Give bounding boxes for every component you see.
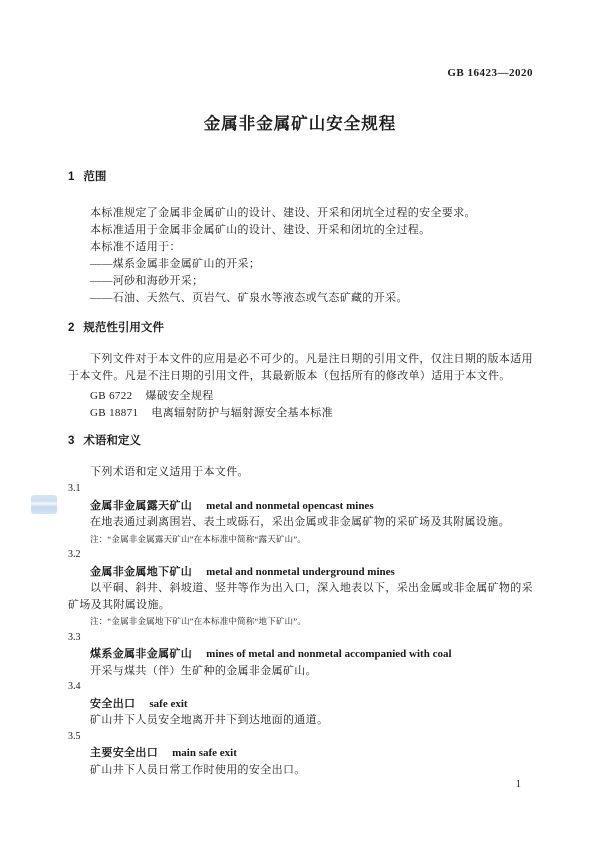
reference-list [68,388,533,422]
reference-code: GB 6722 [90,390,133,402]
section-2-number: 2 [68,322,75,334]
term-line [68,646,533,663]
reference-title: 爆破安全规程 [145,390,214,402]
term-definition: 以平硐、斜井、斜坡道、竖井等作为出入口，深入地表以下，采出金属或非金属矿物的采矿场及其附属设施。 [68,582,533,611]
term-zh: 金属非金属露天矿山 [90,499,193,512]
content-area [68,171,533,778]
term-number: 3.2 [68,549,81,560]
page-number: 1 [515,779,521,790]
references-intro: 下列文件对于本文件的应用是必不可少的。凡是注日期的引用文件，仅注日期的版本适用于本文件。凡是不注日期的引用文件，其最新版本（包括所有的修改单）适用于本文件。 [68,353,533,382]
term-number: 3.5 [68,730,81,742]
term-note: 注：“金属非金属露天矿山”在本标准中简称“露天矿山”。 [90,533,306,544]
term-number: 3.4 [68,681,81,692]
term-zh: 金属非金属地下矿山 [90,565,193,578]
term-definition: 矿山井下人员安全地离开井下到达地面的通道。 [90,714,329,726]
term-block-3-1 [68,481,533,547]
term-definition: 在地表通过剥离围岩、表土或砾石，采出金属或非金属矿物的采矿场及其附属设施。 [90,516,510,528]
term-line [68,498,533,515]
terms-intro: 下列术语和定义适用于本文件。 [90,466,249,478]
term-block-3-5 [68,729,533,779]
section-3-heading [68,435,533,448]
section-1-title: 范围 [83,171,107,183]
term-definition: 矿山井下人员日常工作时使用的安全出口。 [90,763,306,776]
section-2-heading [68,322,533,335]
term-line [68,696,533,713]
term-note: 注：“金属非金属地下矿山”在本标准中简称“地下矿山”。 [90,616,306,626]
section-3-title: 术语和定义 [83,435,141,447]
scope-paragraph: 本标准规定了金属非金属矿山的设计、建设、开采和闭坑全过程的安全要求。 [90,207,476,219]
term-line [68,564,533,581]
term-block-3-3 [68,630,533,680]
term-number: 3.1 [68,483,81,494]
section-1-heading [68,171,533,184]
document-title: 金属非金属矿山安全规程 [203,115,397,133]
reference-item [68,388,533,405]
section-1-number: 1 [68,171,75,183]
reference-code: GB 18871 [90,407,139,419]
exclusion-item: ——石油、天然气、页岩气、矿泉水等液态或气态矿藏的开采。 [90,292,408,304]
standard-number: GB 16423—2020 [447,67,533,79]
term-block-3-4 [68,679,533,729]
term-en: metal and nonmetal underground mines [206,565,395,578]
term-number: 3.3 [68,631,81,643]
reference-title: 电离辐射防护与辐射源安全基本标准 [151,407,333,419]
section-2-title: 规范性引用文件 [83,322,164,334]
term-zh: 安全出口 [90,697,136,710]
exclusion-item: ——煤系金属非金属矿山的开采； [90,258,261,270]
terms-list [68,481,533,778]
term-definition: 开采与煤共（伴）生矿种的金属非金属矿山。 [90,664,317,677]
scope-paragraph: 本标准不适用于： [90,241,181,253]
term-en: safe exit [149,697,188,710]
term-zh: 主要安全出口 [90,747,159,759]
term-block-3-2 [68,547,533,630]
term-en: mines of metal and nonmetal accompanied with coal [206,648,452,660]
reference-item [68,405,533,422]
term-zh: 煤系金属非金属矿山 [90,648,193,660]
watermark-logo [31,495,57,514]
term-en: metal and nonmetal opencast mines [206,499,374,512]
term-line [68,745,533,762]
section-3-number: 3 [68,435,75,447]
scope-paragraph: 本标准适用于金属非金属矿山的设计、建设、开采和闭坑的全过程。 [90,224,431,236]
term-en: main safe exit [172,747,237,759]
exclusion-item: ——河砂和海砂开采； [90,275,204,287]
